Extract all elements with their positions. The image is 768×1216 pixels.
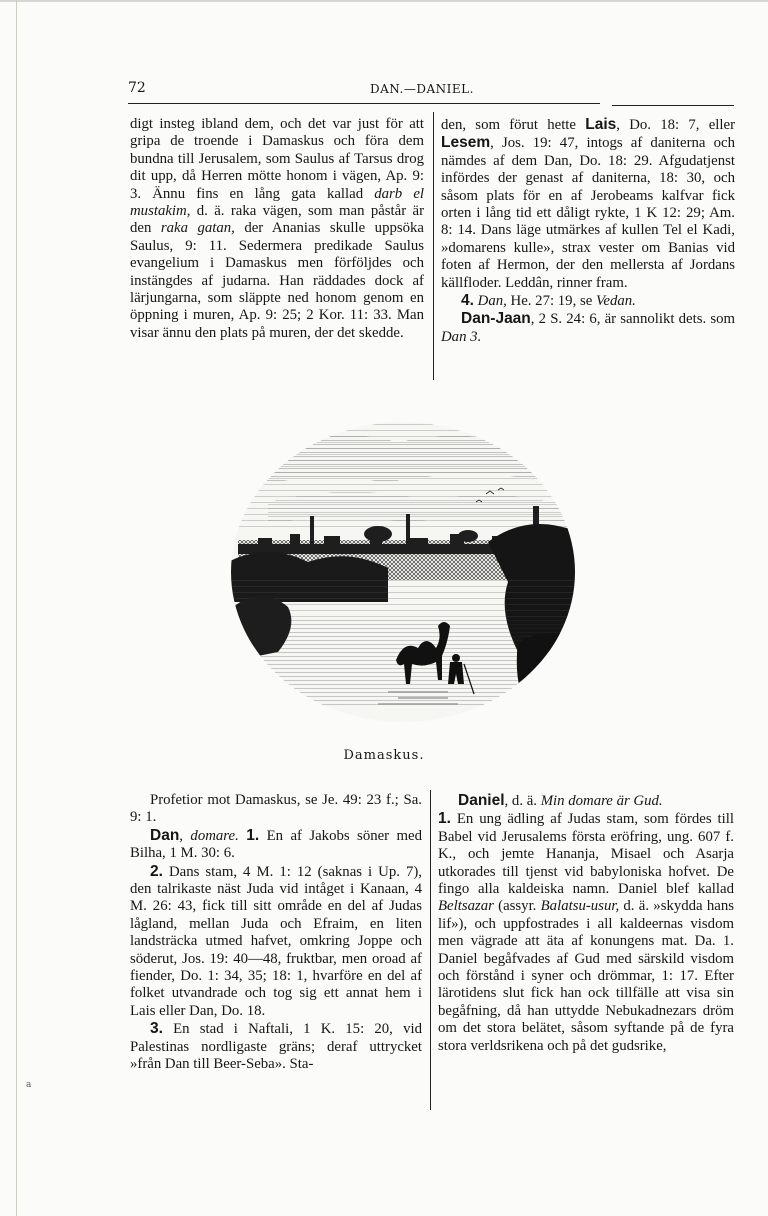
illustration-caption: Damaskus. bbox=[343, 748, 425, 763]
dome bbox=[364, 526, 392, 542]
minaret-center bbox=[406, 514, 410, 544]
engraving-scene bbox=[228, 412, 578, 744]
cross-reference-dan-3: Dan 3. bbox=[441, 328, 482, 345]
engraving-damascus bbox=[228, 412, 578, 744]
term-lesem: Lesem bbox=[441, 134, 491, 152]
running-head: DAN.—DANIEL. bbox=[370, 82, 474, 96]
header-rule bbox=[128, 103, 600, 104]
column-divider-bottom bbox=[430, 790, 431, 1110]
bottom-left-column bbox=[130, 792, 422, 1074]
scan-mark: a bbox=[26, 1080, 32, 1090]
right-bank bbox=[517, 633, 578, 712]
article-daniel-1: 1. En ung ädling af Judas stam, som fördes till Babel vid Jerusalems första eröfring, ung. 607 f. K., och jemte Hananja, Misael och Asarja utkorades till tjenst vid babyloniska hofvet. De fingo alla kaldeiska namn. Daniel blef kallad Beltsazar (assyr. Balatsu-usur, d. ä. »skydda hans lif»), och uppfostrades i all kaldeernas visdom men vägrade att äta af konungens mat. Da. 1. Daniel begåfvades af Gud med särskild visdom och förstånd i syner och drömmar, 1: 17. Efter lärotidens slut fick han ock tillfälle att visa sin begåfning, då han uttydde Nebukadnezars dröm om det stora belätet, såsom syftande på de fyra stora verldsrikena och på det gudsrike, bbox=[438, 810, 734, 1054]
term-lais: Lais bbox=[585, 116, 617, 133]
term-dan: Dan bbox=[150, 826, 180, 844]
top-left-column bbox=[130, 116, 424, 342]
dome-2 bbox=[458, 530, 478, 542]
article-damaskus-continuation: digt insteg ibland dem, och det var just för att gripa de troende i Damaskus och föra dem bundna till Jerusalem, som Saulus af Tarsus drog dit upp, då Herren mötte honom i vägen, Ap. 9: 3. Ännu fins en lång gata kallad darb el mustakim, d. ä. raka vägen, som man påstår är den raka gatan, der Ananias skulle uppsöka Saulus, 9: 11. Sedermera predikade Saulus evangelium i Damaskus men förföljdes och instängdes af judarna. Han räddades dock af lärjungarna, som släppte ned honom genom en öppning i muren, Ap. 9: 25; 2 Kor. 11: 33. Man visar ännu den plats på muren, der det skedde. bbox=[130, 116, 424, 341]
top-right-column bbox=[441, 116, 735, 346]
article-daniel: Daniel, d. ä. Min domare är Gud. bbox=[458, 792, 663, 809]
column-divider-top bbox=[433, 112, 434, 380]
scan-edge-top bbox=[0, 0, 768, 2]
article-dan-2: 2. Dans stam, 4 M. 1: 12 (saknas i Up. 7), den talrikaste näst Juda vid intåget i Kanaan, 4 M. 26: 43, fick till sitt område en del af Judas lågland, mellan Juda och Efraim, en liten landsträcka utmed hafvet, omkring Joppe och söderut, Jos. 19: 40—48, fruktbar, men oroad af fiender, Do. 1: 34, 35; 18: 1, hvarföre en del af folket utvandrade och tog sig ett annat hem i Lais eller Dan, Do. 18. bbox=[130, 862, 422, 1019]
minaret-left bbox=[310, 516, 314, 546]
term-daniel: Daniel bbox=[458, 792, 505, 809]
article-damaskus-prophecies: Profetior mot Damaskus, se Je. 49: 23 f.; Sa. 9: 1. bbox=[130, 792, 422, 826]
article-dan: Dan, domare. 1. En af Jakobs söner med Bilha, 1 M. 30: 6. bbox=[130, 826, 423, 862]
article-dan-4: 4. Dan, He. 27: 19, se Vedan. bbox=[461, 292, 636, 310]
bottom-right-column bbox=[438, 792, 734, 1055]
article-dan-3: 3. En stad i Naftali, 1 K. 15: 20, vid Palestinas nordligaste gräns; deraf uttrycket »från Dan till Beer-Seba». Sta- bbox=[130, 1020, 422, 1073]
article-dan-city-continuation: den, som förut hette Lais, Do. 18: 7, eller Lesem, Jos. 19: 47, intogs af daniterna och nämdes af dem Dan, Do. 18: 29. Afgudatjenst infördes der genast af daniterna, 18: 30, och såsom plats för en af Jerobeams kalfvar fick orten i lång tid ett dåligt rykte, 1 K 12: 29; Am. 8: 14. Dans läge utmärkes af kullen Tel el Kadi, »domarens kulle», strax vester om Banias vid foten af Hermon, der den mellersta af Jordans källfloder. Leddân, rinner fram. bbox=[441, 116, 735, 291]
term-dan-jaan: Dan-Jaan bbox=[461, 310, 531, 328]
scan-edge-left bbox=[16, 0, 17, 1216]
cross-reference-vedan: Vedan. bbox=[596, 293, 636, 310]
article-dan-jaan: Dan-Jaan, 2 S. 24: 6, är sannolikt dets. som Dan 3. bbox=[441, 310, 735, 345]
header-rule-right bbox=[612, 105, 734, 106]
page-number: 72 bbox=[128, 80, 146, 96]
